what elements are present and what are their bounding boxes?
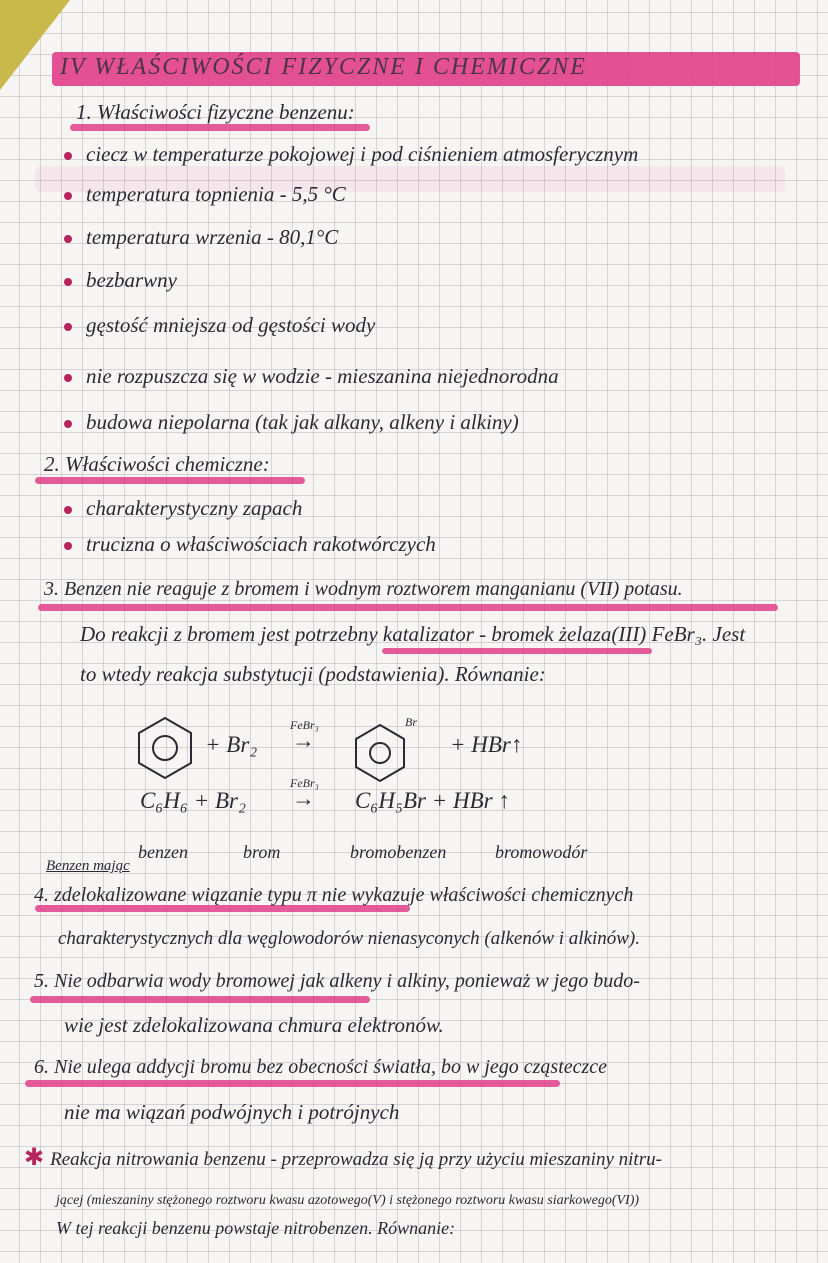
text: nie wykazuje właściwości chemicznych — [316, 884, 634, 906]
bullet-item — [64, 496, 302, 521]
section5-line2: wie jest zdelokalizowana chmura elektronów. — [64, 1013, 444, 1037]
bullet-icon — [64, 192, 72, 200]
bullet-text: gęstość mniejsza od gęstości wody — [86, 313, 376, 337]
text: , bo w jego cząsteczce — [430, 1056, 608, 1078]
eq1-arrow: → — [292, 728, 315, 753]
bullet-item — [64, 532, 436, 557]
bullet-icon — [64, 323, 72, 331]
bullet-text: temperatura topnienia - 5,5 °C — [86, 182, 346, 206]
name-bromobenzen: bromobenzen — [350, 842, 447, 862]
highlight — [38, 604, 778, 611]
bullet-text: bezbarwny — [86, 268, 177, 292]
bullet-text: nie rozpuszcza się w wodzie - mieszanina niejednorodna — [86, 364, 559, 388]
nitration-line3: W tej reakcji benzenu powstaje nitrobenzen. Równanie: — [56, 1218, 456, 1238]
bullet-icon — [64, 278, 72, 286]
text: Reakcja nitrowania benzenu - przeprowadza się ją przy użyciu mieszaniny nitru- — [50, 1149, 662, 1170]
page-title: IV WŁAŚCIWOŚCI FIZYCZNE I CHEMICZNE — [60, 54, 587, 80]
section6-line2: nie ma wiązań podwójnych i potrójnych — [64, 1100, 400, 1124]
eq1-substituent: Br — [405, 715, 417, 729]
catalyst-text: katalizator - bromek żelaza(III) — [382, 622, 647, 646]
bullet-item — [64, 364, 559, 389]
section5-line1 — [34, 970, 640, 993]
bullet-item — [64, 268, 177, 293]
eq2-left: C₆H₆ + Br₂ — [140, 788, 246, 813]
bullet-item — [64, 225, 338, 250]
eq1-catalyst: FeBr₃ — [290, 718, 319, 732]
asterisk-icon: ✱ — [24, 1145, 45, 1171]
section3-paragraph-2: to wtedy reakcja substytucji (podstawienia). Równanie: — [80, 662, 546, 686]
nitration-line2: jącej (mieszaniny stężonego roztworu kwasu azotowego(V) i stężonego roztworu kwasu siarkowego(VI)) — [56, 1193, 640, 1208]
section3-heading: 3. Benzen nie reaguje z bromem i wodnym roztworem manganianu (VII) potasu. — [44, 578, 683, 600]
bullet-text: budowa niepolarna (tak jak alkany, alkeny i alkiny) — [86, 410, 519, 434]
bullet-item — [64, 313, 375, 338]
section3-paragraph — [80, 622, 745, 647]
bullet-icon — [64, 420, 72, 428]
highlight — [382, 648, 652, 654]
text: jak alkeny i alkiny, ponieważ w jego budo- — [294, 970, 640, 992]
name-brom: brom — [243, 842, 281, 862]
nitration-line1 — [24, 1143, 662, 1172]
eq2-arrow: → — [292, 786, 315, 811]
bullet-icon — [64, 152, 72, 160]
eq1-reactant: + Br₂ — [205, 732, 258, 757]
highlight — [70, 124, 370, 131]
section4-line1 — [34, 884, 633, 907]
bullet-text: trucizna o właściwościach rakotwórczych — [86, 532, 436, 556]
section2-heading: 2. Właściwości chemiczne: — [44, 452, 270, 476]
highlight — [35, 477, 305, 484]
text: 4. zdelokalizowane wiązanie typu π — [34, 884, 317, 906]
eq2-catalyst: FeBr₃ — [290, 776, 319, 790]
text: FeBr₃. Jest — [646, 622, 746, 646]
bullet-text: charakterystyczny zapach — [86, 496, 303, 520]
bullet-item — [64, 182, 346, 207]
text: 6. Nie ulega addycji bromu bez obecności światła — [34, 1056, 431, 1078]
name-benzen: benzen — [138, 842, 188, 862]
name-bromowodor: bromowodór — [495, 842, 588, 862]
bullet-text: ciecz w temperaturze pokojowej i pod ciśnieniem atmosferycznym — [86, 142, 639, 166]
section4-line2: charakterystycznych dla węglowodorów nienasyconych (alkenów i alkinów). — [58, 928, 641, 949]
text: Do reakcji z bromem jest potrzebny — [80, 622, 383, 646]
section4-note: Benzen mając — [46, 858, 130, 874]
benzene-ring-icon — [352, 720, 412, 790]
text: 5. Nie odbarwia wody bromowej — [34, 970, 295, 992]
highlight — [30, 996, 370, 1003]
bullet-item — [64, 410, 519, 435]
eq1-product: + HBr↑ — [450, 732, 523, 757]
bullet-icon — [64, 542, 72, 550]
highlight — [25, 1080, 560, 1087]
bullet-icon — [64, 374, 72, 382]
bullet-icon — [64, 235, 72, 243]
eq2-right: C₆H₅Br + HBr ↑ — [355, 788, 510, 813]
bullet-item — [64, 142, 638, 167]
benzene-ring-icon — [135, 715, 195, 781]
bullet-icon — [64, 506, 72, 514]
bullet-text: temperatura wrzenia - 80,1°C — [86, 225, 339, 249]
section6-line1 — [34, 1056, 607, 1079]
section1-heading: 1. Właściwości fizyczne benzenu: — [76, 100, 355, 124]
page-title-highlight — [52, 52, 800, 86]
